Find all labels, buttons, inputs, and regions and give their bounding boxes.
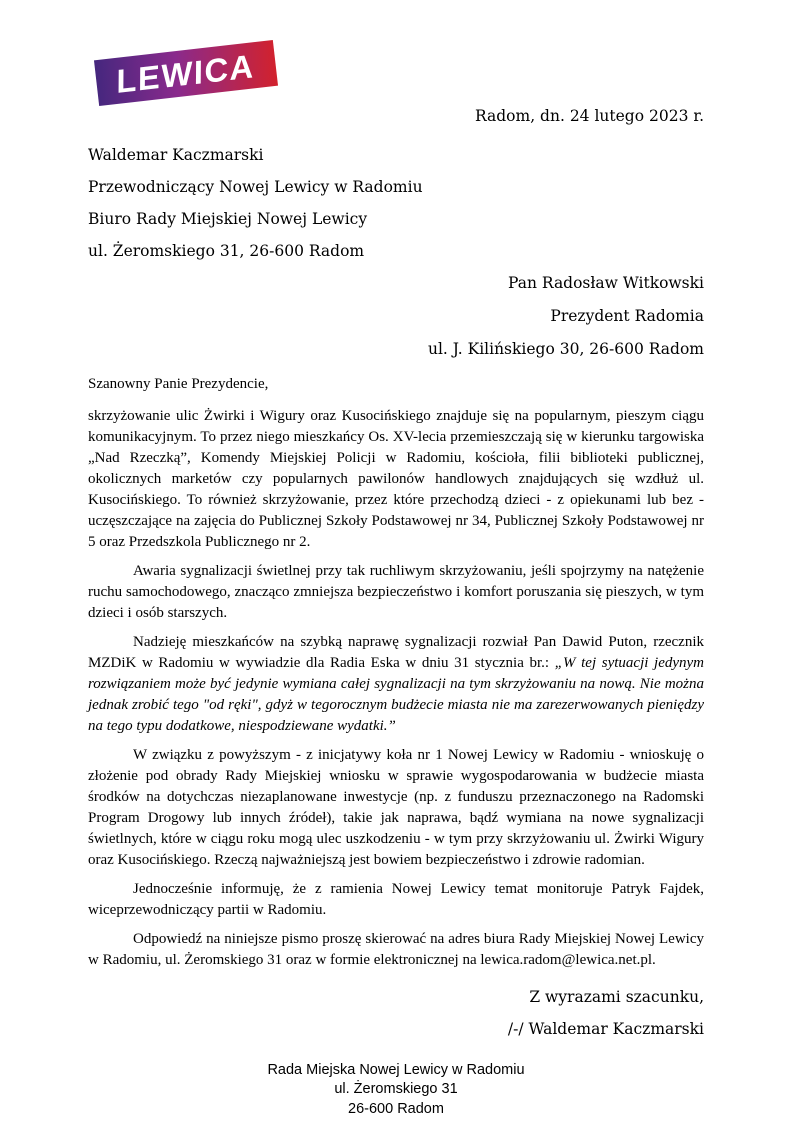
recipient-name: Pan Radosław Witkowski xyxy=(508,274,704,292)
footer-street: ul. Żeromskiego 31 xyxy=(334,1081,458,1097)
date-line: Radom, dn. 24 lutego 2023 r. xyxy=(474,107,704,125)
paragraph-2: Awaria sygnalizacji świetlnej przy tak ruchliwym skrzyżowaniu, jeśli spojrzymy na natężenie ruchu samochodowego, znacząco zmniejsza bezpieczeństwo i komfort poruszania się pieszych, w tym dzieci i osób starszych. xyxy=(88,562,704,621)
sender-title: Przewodniczący Nowej Lewicy w Radomiu xyxy=(88,178,423,196)
recipient-block xyxy=(88,267,704,366)
paragraph-3 xyxy=(88,632,704,737)
paragraph-4: W związku z powyższym - z inicjatywy koła nr 1 Nowej Lewicy w Radomiu - wnioskuję o złożenie pod obrady Rady Miejskiej wniosku w sprawie wygospodarowania w budżecie miasta środków na dotychczas niezaplanowane inwestycje (np. z funduszu przeznaczonego na Radomski Program Drogowy lub innych źródeł), takie jak naprawa, bądź wymiana na nowe sygnalizacji świetlnych, które w ciągu roku mogą ulec uszkodzeniu - w tym przy skrzyżowaniu ul. Żwirki Wigury oraz Kusocińskiego. Rzeczą najważniejszą jest bowiem bezpieczeństwo i zdrowie radomian. xyxy=(88,746,704,868)
paragraph-3-quote: „W tej sytuacji jedynym rozwiązaniem może być jedynie wymiana całej sygnalizacji na tym skrzyżowaniu na nową. Nie można jednak zrobić tego "od ręki", gdyż w tegorocznym budżecie miasta nie ma zarezerwowanych pieniędzy na tego typu dodatkowe, niespodziewane wydatki.” xyxy=(88,654,704,734)
sender-address: ul. Żeromskiego 31, 26-600 Radom xyxy=(88,242,365,260)
paragraph-5: Jednocześnie informuję, że z ramienia Nowej Lewicy temat monitoruje Patryk Fajdek, wiceprzewodniczący partii w Radomiu. xyxy=(88,880,704,918)
footer-block xyxy=(88,1061,704,1120)
recipient-address: ul. J. Kilińskiego 30, 26-600 Radom xyxy=(427,340,704,358)
sender-block xyxy=(88,139,704,267)
salutation: Szanowny Panie Prezydencie, xyxy=(88,376,269,392)
sender-office: Biuro Rady Miejskiej Nowej Lewicy xyxy=(88,210,368,228)
sender-name: Waldemar Kaczmarski xyxy=(88,146,264,164)
footer-city: 26-600 Radom xyxy=(348,1100,444,1117)
paragraph-6: Odpowiedź na niniejsze pismo proszę skierować na adres biura Rady Miejskiej Nowej Lewicy w Radomiu, ul. Żeromskiego 31 oraz w formie elektronicznej na lewica.radom@lewica.net.pl. xyxy=(88,930,704,968)
footer-org: Rada Miejska Nowej Lewicy w Radomiu xyxy=(267,1061,525,1078)
valediction: Z wyrazami szacunku, xyxy=(529,987,704,1006)
signature: /-/ Waldemar Kaczmarski xyxy=(507,1019,704,1038)
lewica-logo-text: LEWICA xyxy=(116,46,256,100)
paragraph-1: skrzyżowanie ulic Żwirki i Wigury oraz Kusocińskiego znajduje się na popularnym, pieszym ciągu komunikacyjnym. To przez niego mieszkańcy Os. XV-lecia przemieszczają się w kierunku targowiska „Nad Rzeczką”, Komendy Miejskiej Policji w Radomiu, kościoła, filii biblioteki publicznej, okolicznych marketów czy popularnych pawilonów handlowych znajdujących się wzdłuż ul. Kusocińskiego. To również skrzyżowanie, przez które przechodzą dzieci - z opiekunami lub bez - uczęszczające na zajęcia do Publicznej Szkoły Podstawowej nr 34, Publicznej Szkoły Podstawowej nr 5 oraz Przedszkola Publicznego nr 2. xyxy=(88,407,704,550)
paragraph-3-intro: Nadzieję mieszkańców na szybką naprawę sygnalizacji rozwiał Pan Dawid Puton, rzecznik MZDiK w Radomiu w wywiadzie dla Radia Eska w dniu 31 stycznia br.: xyxy=(88,633,704,671)
closing-block xyxy=(88,981,704,1045)
recipient-title: Prezydent Radomia xyxy=(550,307,704,325)
